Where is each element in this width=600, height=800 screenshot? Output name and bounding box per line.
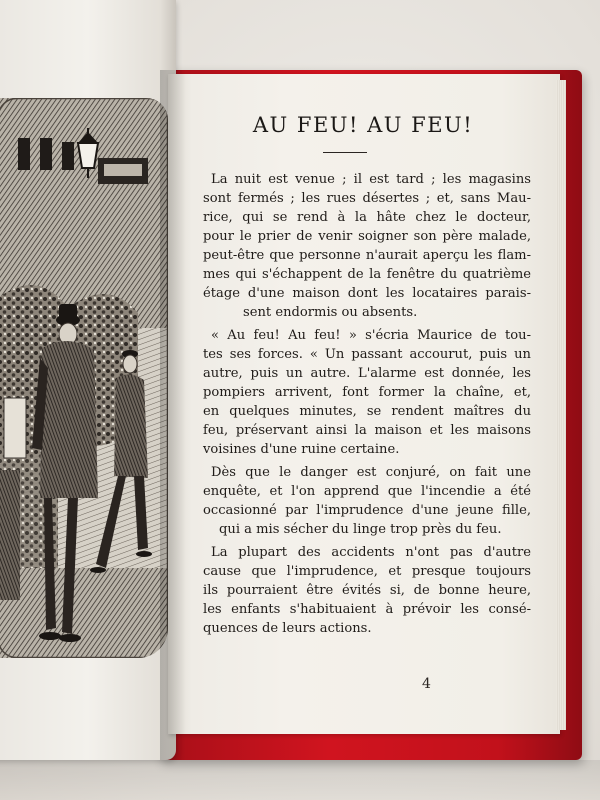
- paragraph-1: [203, 170, 531, 322]
- text-line: les enfants s'habituaient à prévoir les consé-: [203, 602, 531, 617]
- text-line: occasionné par l'imprudence d'une jeune fille,: [203, 503, 531, 518]
- text-line: « Au feu! Au feu! » s'écria Maurice de tou-: [211, 328, 531, 343]
- street-scene-engraving: [0, 98, 168, 658]
- text-line: pompiers arrivent, font former la chaîne, et,: [203, 385, 531, 400]
- text-line: rice, qui se rend à la hâte chez le docteur,: [203, 210, 531, 225]
- gutter-shadow: [160, 70, 186, 760]
- paragraph-3: [203, 463, 531, 539]
- book-shadow: [0, 760, 600, 800]
- chapter-title: AU FEU! AU FEU!: [252, 113, 474, 137]
- text-line: La plupart des accidents n'ont pas d'autre: [211, 545, 531, 560]
- text-line: cause que l'imprudence, et presque toujours: [203, 564, 531, 579]
- text-line: voisines d'une ruine certaine.: [203, 442, 400, 457]
- text-line: Dès que le danger est conjuré, on fait une: [211, 465, 531, 480]
- text-line: autre, puis un autre. L'alarme est donnée, les: [203, 366, 531, 381]
- text-line: feu, préservant ainsi la maison et les maisons: [203, 423, 531, 438]
- text-line: peut-être que personne n'aurait aperçu les flam-: [203, 248, 531, 263]
- text-line: qui a mis sécher du linge trop près du feu.: [219, 522, 502, 537]
- text-line: mes qui s'échappent de la fenêtre du quatrième: [203, 267, 531, 282]
- paragraph-2: [203, 326, 531, 459]
- text-line: sont fermés ; les rues désertes ; et, sans Mau-: [203, 191, 531, 206]
- text-line: La nuit est venue ; il est tard ; les magasins: [211, 172, 531, 187]
- body-text: [203, 170, 531, 642]
- page-number: 4: [422, 676, 431, 692]
- text-line: sent endormis ou absents.: [243, 305, 418, 320]
- engraving-illustration: [0, 98, 168, 658]
- paragraph-4: [203, 543, 531, 638]
- text-line: pour le prier de venir soigner son père malade,: [203, 229, 531, 244]
- text-line: en quelques minutes, se rendent maîtres du: [203, 404, 531, 419]
- text-line: enquête, et l'on apprend que l'incendie a été: [203, 484, 531, 499]
- text-line: ils pourraient être évités si, de bonne heure,: [203, 583, 531, 598]
- text-line: quences de leurs actions.: [203, 621, 372, 636]
- text-line: étage d'une maison dont les locataires parais-: [203, 286, 531, 301]
- title-rule: [323, 152, 367, 153]
- page-edges: [556, 80, 566, 730]
- text-line: tes ses forces. « Un passant accourut, puis un: [203, 347, 531, 362]
